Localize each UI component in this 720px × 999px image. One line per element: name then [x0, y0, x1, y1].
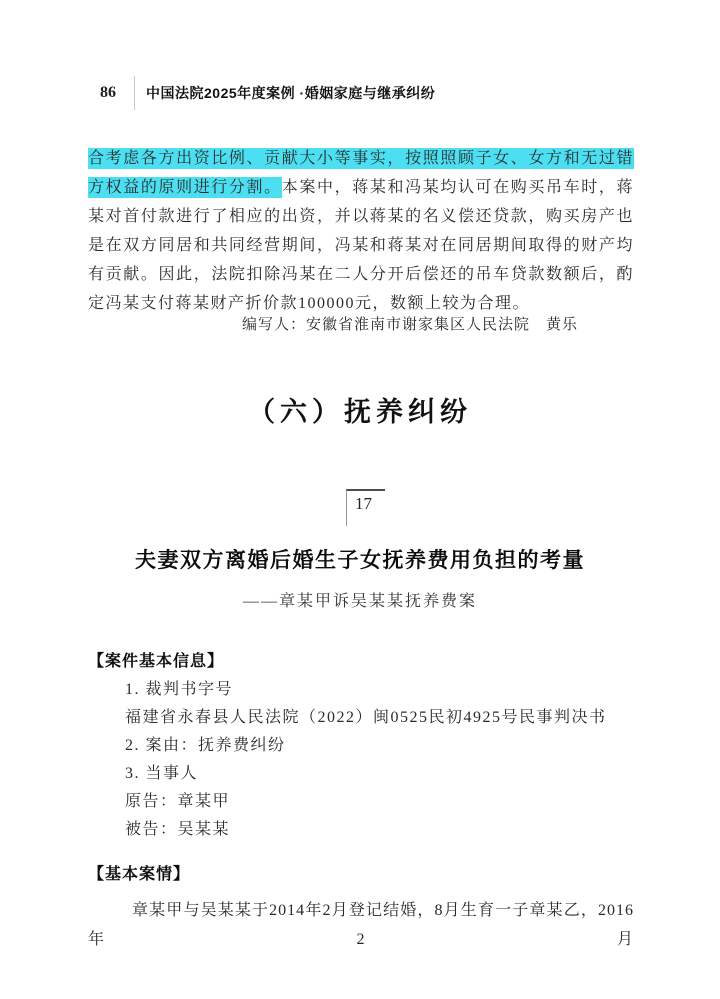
case-number: 17 [355, 494, 372, 513]
case-number-block [346, 489, 385, 526]
carryover-body-text: 本案中，蒋某和冯某均认可在购买吊车时，蒋某对首付款进行了相应的出资，并以蒋某的名义偿还贷款，购买房产也是在双方同居和共同经营期间，冯某和蒋某对在同居期间取得的财产均有贡献。因此，法院扣除冯某在二人分开后偿还的吊车贷款数额后，酌定冯某支付蒋某财产折价款100000元，数额上较为合理。 [88, 179, 634, 312]
list-item-cause-of-action: 2. 案由：抚养费纠纷 [125, 737, 286, 754]
facts-heading: 【基本案情】 [88, 866, 191, 883]
carryover-paragraph [88, 144, 634, 318]
author-line: 编写人：安徽省淮南市谢家集区人民法院 黄乐 [241, 317, 578, 333]
book-title: 中国法院2025年度案例 ·婚姻家庭与继承纠纷 [146, 85, 436, 101]
section-heading: （六）抚养纠纷 [248, 397, 472, 427]
list-item-defendant: 被告：吴某某 [125, 821, 231, 838]
list-item-judgment-number-label: 1. 裁判书字号 [125, 681, 234, 698]
facts-first-line: 章某甲与吴某某于2014年2月登记结婚，8月生育一子章某乙，2016年2月 [88, 902, 634, 948]
highlighted-text: 合考虑各方出资比例、贡献大小等事实，按照照顾子女、女方和无过错方权益的原则进行分割。 [88, 150, 634, 196]
case-info-heading: 【案件基本信息】 [88, 653, 225, 670]
header-divider [134, 76, 135, 110]
case-info-list [125, 676, 635, 844]
list-item-plaintiff: 原告：章某甲 [125, 793, 231, 810]
case-subtitle: ——章某甲诉吴某某抚养费案 [242, 593, 477, 610]
page-number: 86 [100, 84, 116, 101]
running-header [88, 76, 632, 110]
case-title: 夫妻双方离婚后婚生子女抚养费用负担的考量 [135, 549, 585, 572]
list-item-judgment-number-value: 福建省永春县人民法院（2022）闽0525民初4925号民事判决书 [125, 709, 607, 726]
list-item-parties-label: 3. 当事人 [125, 765, 199, 782]
